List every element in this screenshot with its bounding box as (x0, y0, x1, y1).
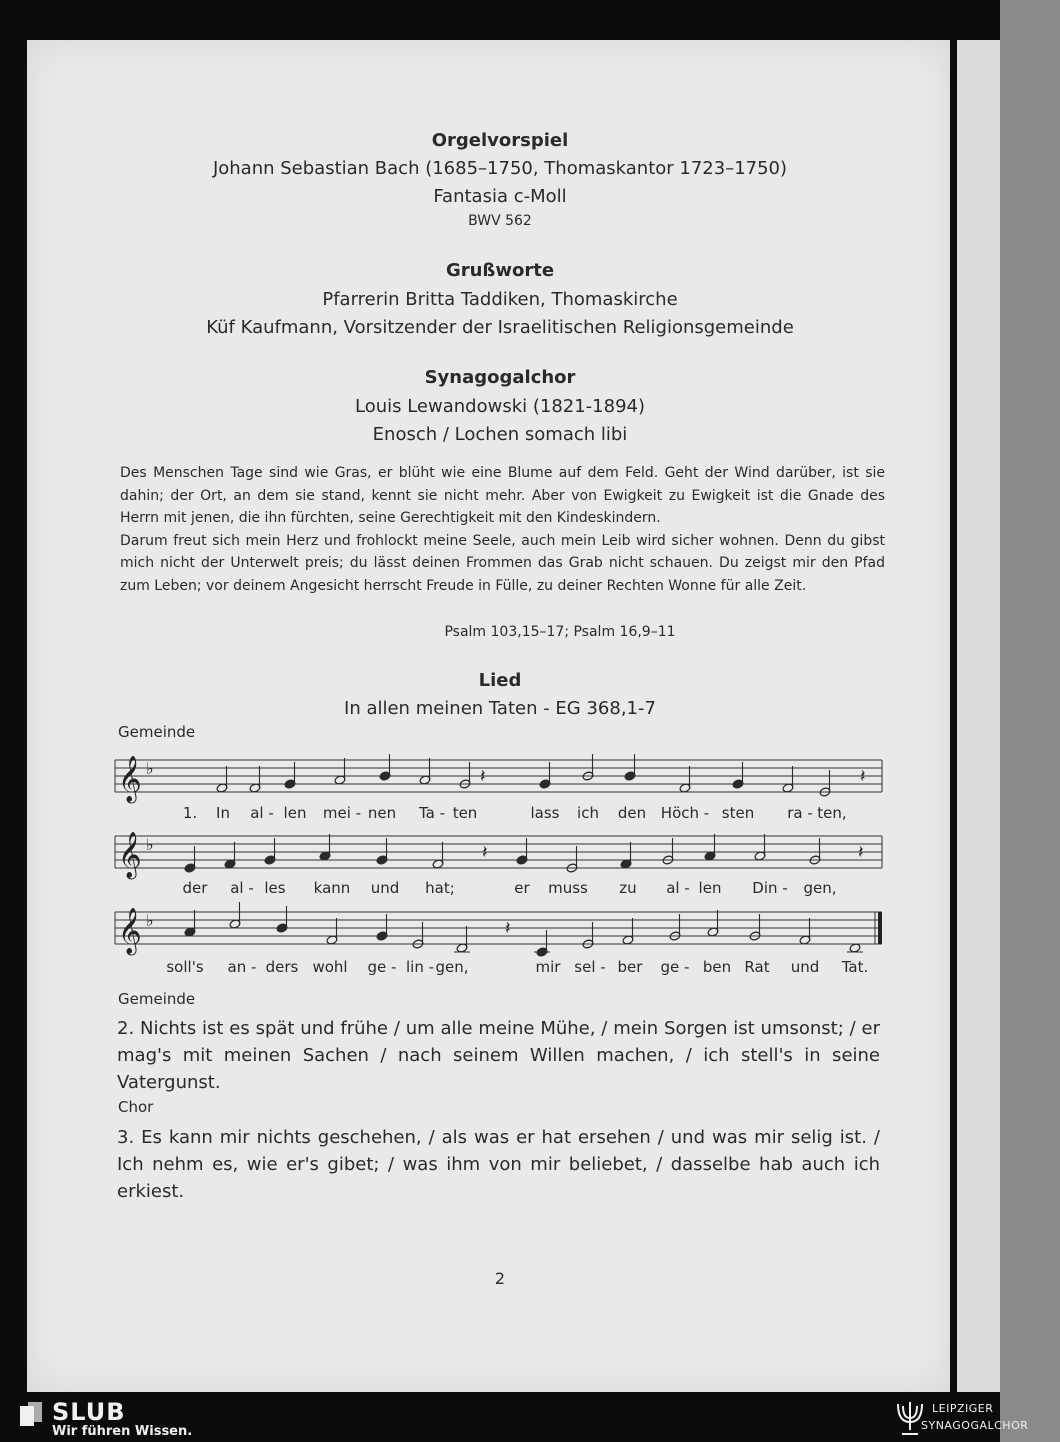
lyric-syllable: Höch - (660, 804, 710, 822)
verse-3: 3. Es kann mir nichts geschehen, / als was er hat ersehen / und was mir selig ist. / Ich nehm es, wie er's gibet; / was ihm von mir beliebet, / dasselbe hab auch ich erkiest. (117, 1127, 880, 1202)
treble-clef-icon: 𝄞 (118, 908, 142, 954)
lyric-syllable: ge - (367, 958, 397, 976)
gruss-speaker-1: Pfarrerin Britta Taddiken, Thomaskirche (322, 289, 678, 310)
lyric-syllable: Din - (752, 879, 788, 897)
rest-icon: 𝄽 (505, 918, 511, 939)
synagogal-composer: Louis Lewandowski (1821-1894) (354, 396, 646, 417)
rest-icon: 𝄽 (482, 842, 488, 863)
synagogal-source: Psalm 103,15–17; Psalm 16,9–11 (444, 624, 676, 640)
lyric-syllable: sel - (574, 958, 606, 976)
music-staff-2 (110, 828, 890, 880)
orgel-work: Fantasia c-Moll (433, 186, 567, 207)
library-tagline: Wir führen Wissen. (52, 1424, 193, 1439)
verse2-label: Gemeinde (118, 990, 196, 1008)
lyric-syllable: ich (577, 804, 599, 822)
lyric-syllable: er (514, 879, 530, 897)
flat-icon: ♭ (146, 759, 154, 778)
gruss-speaker-2: Küf Kaufmann, Vorsitzender der Israelitischen Religionsgemeinde (206, 317, 794, 338)
lyric-syllable: hat; (425, 879, 455, 897)
lyric-syllable: len (698, 879, 722, 897)
lyrics-line-2 (110, 879, 890, 901)
orgel-composer: Johann Sebastian Bach (1685–1750, Thomaskantor 1723–1750) (212, 158, 788, 179)
lyric-syllable: an - (227, 958, 257, 976)
rest-icon: 𝄽 (860, 766, 866, 787)
music-staff-3 (110, 904, 890, 960)
page-number: 2 (494, 1269, 506, 1288)
lyric-syllable: kann (313, 879, 351, 897)
lyric-syllable: sten (721, 804, 755, 822)
lyric-syllable: len (283, 804, 307, 822)
choir-name-line2: SYNAGOGALCHOR (921, 1419, 1029, 1432)
rest-icon: 𝄽 (480, 766, 486, 787)
lyric-syllable: al - (230, 879, 254, 897)
lyrics-line-1 (110, 804, 890, 826)
lyric-syllable: al - (666, 879, 690, 897)
lyric-syllable: ber (617, 958, 643, 976)
lyric-syllable: Tat. (841, 958, 869, 976)
synagogal-text (120, 462, 885, 598)
lyric-syllable: der (182, 879, 208, 897)
lyric-syllable: ten, (817, 804, 847, 822)
lyric-syllable: soll's (166, 958, 204, 976)
lyric-syllable: les (264, 879, 286, 897)
lyric-syllable: und (370, 879, 400, 897)
notes-staff-3 (184, 902, 863, 957)
library-name[interactable]: SLUB (52, 1398, 126, 1426)
lied-title: In allen meinen Taten - EG 368,1-7 (344, 698, 656, 719)
lyric-syllable: ten (452, 804, 478, 822)
lyric-syllable: nen (367, 804, 397, 822)
gruss-heading: Grußworte (445, 260, 555, 281)
lyric-syllable: Rat (744, 958, 770, 976)
choir-name-line1: LEIPZIGER (932, 1402, 994, 1415)
orgel-heading: Orgelvorspiel (431, 130, 569, 151)
verse3-label: Chor (118, 1098, 154, 1116)
lyric-syllable: mei - (322, 804, 362, 822)
lyric-syllable: gen, (435, 958, 469, 976)
lyric-syllable: gen, (803, 879, 837, 897)
lyric-syllable: lin - (405, 958, 435, 976)
synagogal-text-paragraph-1: Des Menschen Tage sind wie Gras, er blüht wie eine Blume auf dem Feld. Geht der Wind darüber, ist sie dahin; der Ort, an dem sie stand, kennt sie nicht mehr. Aber von Ewigkeit zu Ewigkeit ist die Gnade des Herrn mit jenen, die ihn fürchten, seine Gerechtigkeit mit den Kindeskindern. (120, 465, 885, 527)
rest-icon: 𝄽 (858, 842, 864, 863)
lyric-syllable: muss (548, 879, 588, 897)
treble-clef-icon: 𝄞 (118, 832, 142, 878)
treble-clef-icon: 𝄞 (118, 756, 142, 802)
lied-label-gemeinde: Gemeinde (118, 723, 196, 741)
notes-staff-2 (184, 834, 863, 873)
lyrics-line-3 (110, 958, 890, 980)
orgel-catalog: BWV 562 (468, 213, 532, 229)
lyric-syllable: zu (619, 879, 637, 897)
flat-icon: ♭ (146, 911, 154, 930)
lyric-syllable: ge - (660, 958, 690, 976)
lyric-syllable: wohl (312, 958, 348, 976)
verse-2: 2. Nichts ist es spät und frühe / um alle meine Mühe, / mein Sorgen ist umsonst; / er mag's mit meinen Sachen / nach seinem Willen machen, / ich stell's in seine Vatergunst. (117, 1018, 880, 1093)
synagogal-work: Enosch / Lochen somach libi (372, 424, 628, 445)
lyric-syllable: und (790, 958, 820, 976)
lyric-syllable: Ta - (418, 804, 446, 822)
lyric-syllable: ben (702, 958, 732, 976)
lyric-syllable: In (216, 804, 230, 822)
music-staff-1 (110, 752, 890, 804)
synagogal-text-paragraph-2: Darum freut sich mein Herz und frohlockt meine Seele, auch mein Leib wird sicher wohnen. Denn du gibst mich nicht der Unterwelt preis; du lässt deinen Frommen das Grab nicht schauen. Du zeigst mir den Pfad zum Leben; vor deinem Angesicht herrscht Freude in Fülle, zu deiner Rechten Wonne für alle Zeit. (120, 532, 885, 594)
lied-heading: Lied (478, 670, 522, 691)
lyric-syllable: ders (265, 958, 299, 976)
slub-logo-icon (18, 1402, 44, 1428)
lyric-syllable: ra - (787, 804, 813, 822)
synagogal-heading: Synagogalchor (424, 367, 576, 388)
lyric-syllable: mir (535, 958, 561, 976)
flat-icon: ♭ (146, 835, 154, 854)
lyric-syllable: 1. (182, 804, 198, 822)
lyric-syllable: den (617, 804, 647, 822)
lyric-syllable: lass (530, 804, 560, 822)
lyric-syllable: al - (250, 804, 274, 822)
footer-bar (0, 1392, 1029, 1442)
